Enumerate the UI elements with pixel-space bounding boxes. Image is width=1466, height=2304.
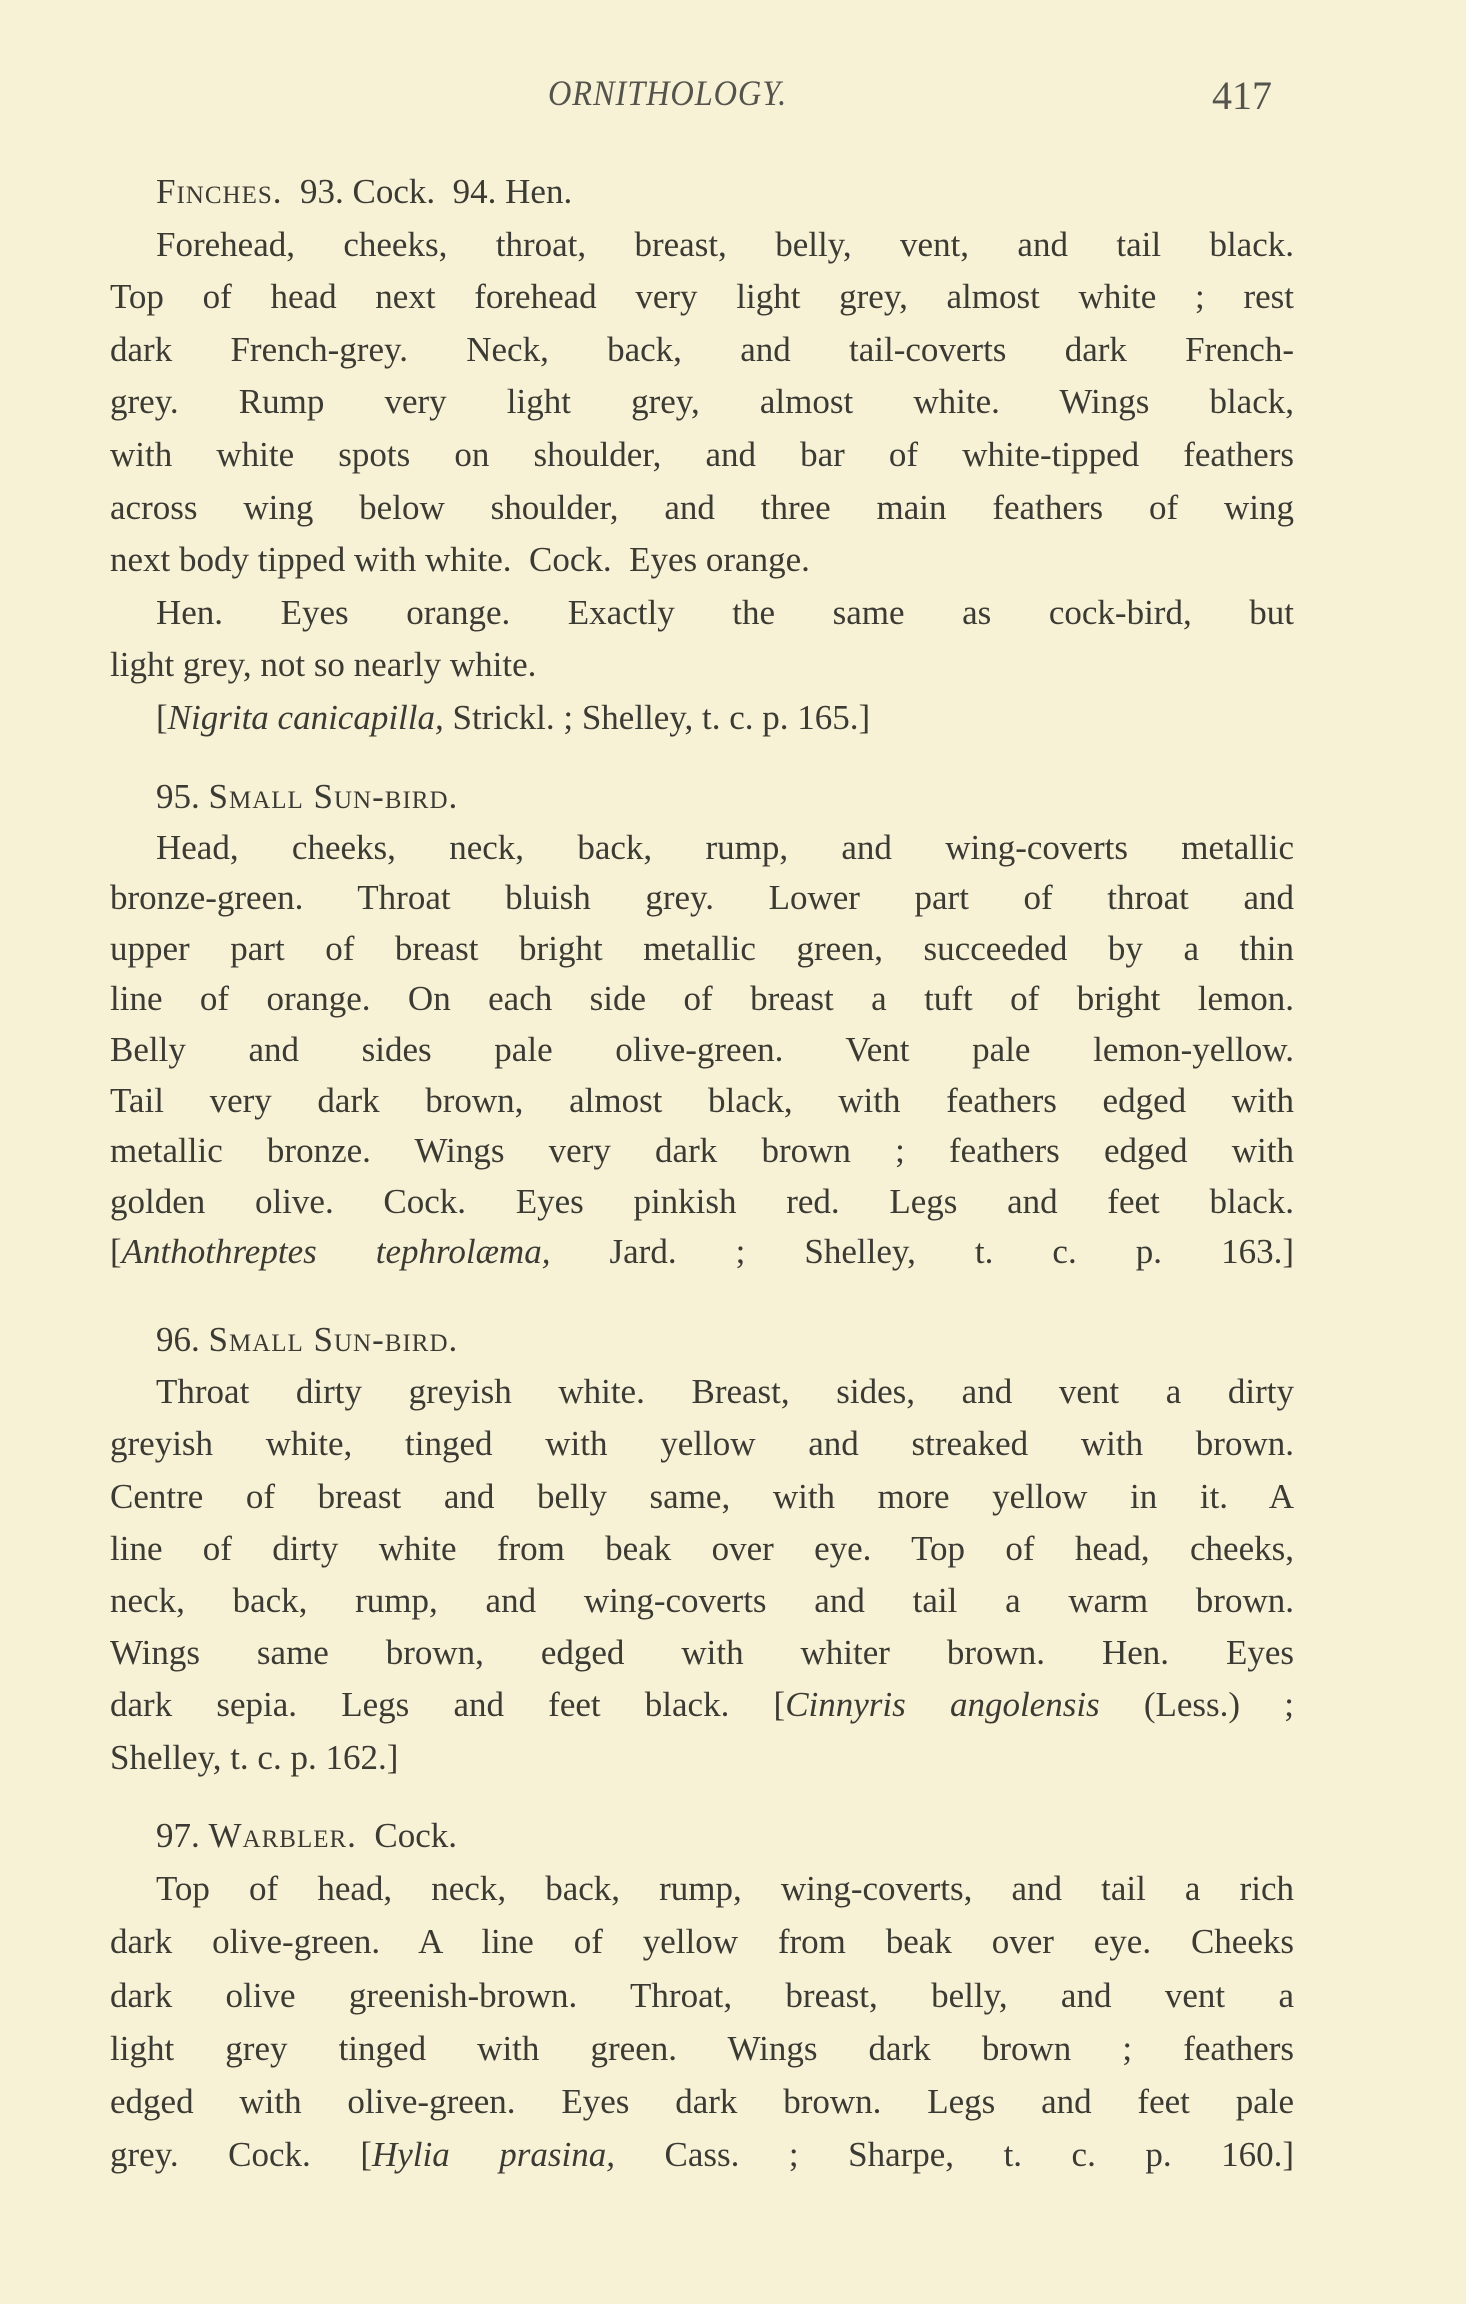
- text-segment: Top of head, neck, back, rump, wing-coverts, and tail a rich: [156, 1869, 1294, 1909]
- entry-97-warbler: [110, 1809, 1294, 2181]
- text-line: [110, 924, 1294, 975]
- text-line: [110, 1575, 1294, 1627]
- entry-heading-line: [110, 1809, 1294, 1862]
- text-segment: line of orange. On each side of breast a tuft of bright lemon.: [110, 979, 1294, 1019]
- text-segment: line of dirty white from beak over eye. Top of head, cheeks,: [110, 1528, 1294, 1568]
- text-line: [110, 324, 1294, 377]
- text-segment: Strickl. ; Shelley, t. c. p. 165.]: [443, 697, 871, 737]
- text-segment: grey. Cock. [: [110, 2135, 372, 2175]
- text-segment: Belly and sides pale olive-green. Vent pale lemon-yellow.: [110, 1029, 1294, 1069]
- small-caps-heading: Small Sun-bird.: [208, 777, 459, 816]
- entry-96-small-sun-bird: [110, 1314, 1294, 1784]
- text-segment: grey. Rump very light grey, almost white. Wings black,: [110, 382, 1294, 422]
- text-segment: Shelley, t. c. p. 162.]: [110, 1737, 399, 1777]
- text-line: [110, 1366, 1294, 1418]
- text-line: [110, 429, 1294, 482]
- text-line: [110, 376, 1294, 429]
- entry-heading-line: [110, 772, 1294, 823]
- species-name-italic: Hylia prasina,: [371, 2135, 615, 2175]
- text-segment: metallic bronze. Wings very dark brown ; feathers edged with: [110, 1131, 1294, 1171]
- text-line: [110, 2128, 1294, 2181]
- text-segment: with white spots on shoulder, and bar of white-tipped feathers: [110, 434, 1294, 474]
- text-segment: Jard. ; Shelley, t. c. p. 163.]: [550, 1232, 1294, 1272]
- text-segment: Throat dirty greyish white. Breast, sides, and vent a dirty: [156, 1372, 1294, 1412]
- text-line: [110, 873, 1294, 924]
- text-line: [110, 1627, 1294, 1679]
- text-line: [110, 587, 1294, 640]
- entry-heading-line: [110, 166, 1294, 219]
- text-segment: neck, back, rump, and wing-coverts and tail a warm brown.: [110, 1580, 1294, 1620]
- species-name-italic: Nigrita canicapilla,: [167, 697, 444, 737]
- text-line: [110, 1227, 1294, 1278]
- species-name-italic: Cinnyris angolensis: [785, 1685, 1100, 1725]
- text-segment: Cock.: [356, 1816, 458, 1855]
- text-line: [110, 2075, 1294, 2128]
- small-caps-heading: Small Sun-bird.: [208, 1320, 459, 1359]
- entry-heading-line: [110, 1314, 1294, 1366]
- text-line: [110, 639, 1294, 692]
- text-segment: 95.: [156, 777, 209, 816]
- text-segment: dark olive-green. A line of yellow from beak over eye. Cheeks: [110, 1922, 1294, 1962]
- running-head: [0, 72, 1466, 122]
- text-segment: greyish white, tinged with yellow and streaked with brown.: [110, 1424, 1294, 1464]
- text-segment: bronze-green. Throat bluish grey. Lower part of throat and: [110, 878, 1294, 918]
- text-segment: Wings same brown, edged with whiter brown. Hen. Eyes: [110, 1633, 1294, 1673]
- text-segment: Centre of breast and belly same, with more yellow in it. A: [110, 1476, 1294, 1516]
- text-segment: 97.: [156, 1816, 209, 1855]
- text-segment: golden olive. Cock. Eyes pinkish red. Legs and feet black.: [110, 1181, 1294, 1221]
- text-segment: dark sepia. Legs and feet black. [: [110, 1685, 786, 1725]
- text-segment: across wing below shoulder, and three main feathers of wing: [110, 487, 1294, 527]
- page-number: 417: [1212, 73, 1272, 118]
- text-segment: next body tipped with white. Cock. Eyes orange.: [110, 540, 810, 580]
- species-name-italic: Anthothreptes tephrolæma,: [121, 1232, 551, 1272]
- text-line: [110, 1418, 1294, 1470]
- text-segment: (Less.) ;: [1099, 1685, 1294, 1725]
- text-segment: [: [156, 697, 168, 737]
- entry-finches-93-94: [110, 166, 1294, 745]
- text-line: [110, 219, 1294, 272]
- text-line: [110, 1679, 1294, 1731]
- text-segment: [: [110, 1232, 122, 1272]
- text-segment: Head, cheeks, neck, back, rump, and wing-coverts metallic: [156, 827, 1294, 867]
- text-line: [110, 1732, 1294, 1784]
- text-segment: light grey tinged with green. Wings dark brown ; feathers: [110, 2028, 1294, 2068]
- text-segment: Tail very dark brown, almost black, with feathers edged with: [110, 1080, 1294, 1120]
- text-line: [110, 1076, 1294, 1127]
- running-head-title: ORNITHOLOGY.: [548, 73, 788, 113]
- text-segment: Cass. ; Sharpe, t. c. p. 160.]: [614, 2135, 1295, 2175]
- text-line: [110, 1025, 1294, 1076]
- text-segment: light grey, not so nearly white.: [110, 645, 537, 685]
- text-segment: edged with olive-green. Eyes dark brown. Legs and feet pale: [110, 2081, 1294, 2121]
- text-line: [110, 974, 1294, 1025]
- text-line: [110, 482, 1294, 535]
- text-line: [110, 692, 1294, 745]
- entry-95-small-sun-bird: [110, 772, 1294, 1278]
- text-line: [110, 534, 1294, 587]
- small-caps-heading: Finches.: [156, 172, 283, 211]
- text-line: [110, 1177, 1294, 1228]
- text-segment: Top of head next forehead very light grey, almost white ; rest: [110, 277, 1294, 317]
- text-segment: Hen. Eyes orange. Exactly the same as cock-bird, but: [156, 592, 1294, 632]
- text-segment: dark French-grey. Neck, back, and tail-coverts dark French-: [110, 329, 1294, 369]
- text-line: [110, 1523, 1294, 1575]
- text-segment: upper part of breast bright metallic green, succeeded by a thin: [110, 928, 1294, 968]
- text-segment: 93. Cock. 94. Hen.: [282, 172, 573, 211]
- small-caps-heading: Warbler.: [208, 1816, 357, 1855]
- text-line: [110, 271, 1294, 324]
- text-line: [110, 1471, 1294, 1523]
- text-segment: dark olive greenish-brown. Throat, breast, belly, and vent a: [110, 1975, 1294, 2015]
- text-segment: 96.: [156, 1320, 209, 1359]
- text-line: [110, 2022, 1294, 2075]
- text-line: [110, 1862, 1294, 1915]
- text-line: [110, 823, 1294, 874]
- text-line: [110, 1126, 1294, 1177]
- text-line: [110, 1969, 1294, 2022]
- text-line: [110, 1915, 1294, 1968]
- text-segment: Forehead, cheeks, throat, breast, belly, vent, and tail black.: [156, 224, 1294, 264]
